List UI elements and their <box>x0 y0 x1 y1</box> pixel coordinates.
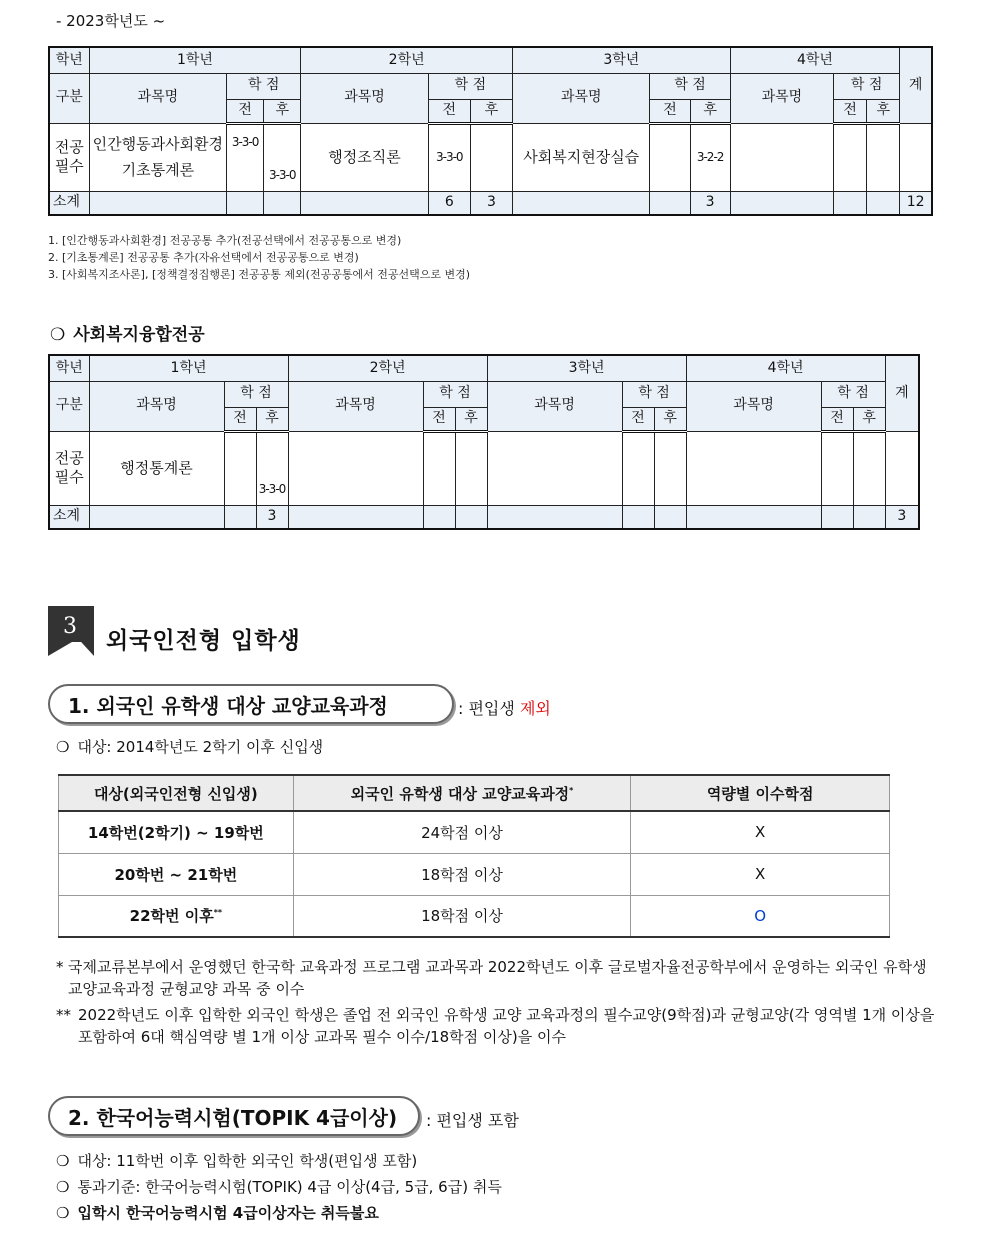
criteria-header: 역량별 이수학점 <box>631 775 890 811</box>
header-course: 과목명 <box>288 381 423 431</box>
course-name: 행정조직론 <box>301 123 428 191</box>
header-grade-2: 2학년 <box>288 355 487 381</box>
header-category: 구분 <box>49 73 89 123</box>
section-heading: 외국인전형 입학생 <box>106 628 301 654</box>
header-credit: 학 점 <box>423 381 487 407</box>
header-total: 계 <box>900 47 932 123</box>
pill-label: 2. 한국어능력시험(TOPIK 4급이상) <box>68 1105 398 1130</box>
row-category: 전공 필수 <box>49 123 89 191</box>
criteria-credits: 18학점 이상 <box>293 895 631 937</box>
bullet-line <box>56 1176 502 1197</box>
header-grade-3: 3학년 <box>513 47 731 73</box>
empty-cell <box>900 123 932 191</box>
subtotal-value: 6 <box>428 191 470 215</box>
header-second-semester: 후 <box>455 407 487 431</box>
header-course: 과목명 <box>89 381 224 431</box>
course-name: 기초통계론 <box>121 161 195 179</box>
header-first-semester: 전 <box>821 407 853 431</box>
bullet-line <box>56 1150 417 1171</box>
criteria-credits: 18학점 이상 <box>293 853 631 895</box>
footnote-2 <box>56 1004 940 1048</box>
empty-cell <box>730 123 833 191</box>
empty-cell <box>622 505 654 529</box>
credit-value: 3-3-0 <box>256 431 288 505</box>
year-line: - 2023학년도 ~ <box>56 12 166 30</box>
empty-cell <box>89 191 226 215</box>
footnote-mark: * <box>569 785 574 795</box>
header-grade-2: 2학년 <box>301 47 513 73</box>
empty-cell <box>867 123 900 191</box>
criteria-credits: 24학점 이상 <box>293 811 631 853</box>
criteria-header-text: 외국인 유학생 대상 교양교육과정 <box>350 784 570 803</box>
section-number-badge <box>48 606 94 656</box>
bullet-text: 통과기준: 한국어능력시험(TOPIK) 4급 이상(4급, 5급, 6급) 취득 <box>77 1178 502 1196</box>
bullet-circle-icon: ❍ <box>56 1152 70 1170</box>
header-total: 계 <box>885 355 919 431</box>
pill-note-1 <box>458 696 551 719</box>
empty-cell <box>654 505 686 529</box>
header-course: 과목명 <box>686 381 821 431</box>
empty-cell <box>853 431 885 505</box>
empty-cell <box>227 191 264 215</box>
credit-value: 3-2-2 <box>690 123 730 191</box>
criteria-header: 대상(외국인전형 신입생) <box>59 775 294 811</box>
note-line: 1. [인간행동과사회환경] 전공공통 추가(전공선택에서 전공공통으로 변경) <box>48 234 402 247</box>
section-title <box>50 320 205 345</box>
table-row <box>59 895 890 937</box>
header-second-semester: 후 <box>470 99 512 123</box>
y1-courses <box>89 123 226 191</box>
empty-cell <box>264 191 301 215</box>
header-credit: 학 점 <box>821 381 885 407</box>
subtotal-label: 소계 <box>49 505 89 529</box>
empty-cell <box>288 431 423 505</box>
empty-cell <box>821 505 853 529</box>
pill-note-2: : 편입생 포함 <box>426 1111 519 1130</box>
empty-cell <box>834 123 867 191</box>
section-title-text: 사회복지융합전공 <box>73 325 205 345</box>
badge-number: 3 <box>63 614 77 639</box>
empty-cell <box>224 505 256 529</box>
header-grade-4: 4학년 <box>686 355 885 381</box>
change-notes <box>48 232 470 283</box>
empty-cell <box>821 431 853 505</box>
header-course: 과목명 <box>89 73 226 123</box>
bullet-circle-icon: ❍ <box>56 1178 70 1196</box>
header-first-semester: 전 <box>650 99 690 123</box>
header-grade-1: 1학년 <box>89 47 301 73</box>
header-credit: 학 점 <box>834 73 900 99</box>
empty-cell <box>730 191 833 215</box>
course-name: 인간행동과사회환경 <box>92 135 224 153</box>
footnote-text: 2022학년도 이후 입학한 외국인 학생은 졸업 전 외국인 유학생 교양 교육과정의 필수교양(9학점)과 균형교양(각 영역별 1개 이상을 포함하여 6대 핵심역량 별 1개 이상 교과목 필수 이수/18학점 이상)을 이수 <box>78 1006 935 1046</box>
header-credit: 학 점 <box>428 73 512 99</box>
bullet-text: 대상: 11학번 이후 입학한 외국인 학생(편입생 포함) <box>77 1152 418 1170</box>
footnote-text: 국제교류본부에서 운영했던 한국학 교육과정 프로그램 교과목과 2022학년도 이후 글로벌자율전공학부에서 운영하는 외국인 유학생 교양교육과정 균형교양 과목 중 이수 <box>68 958 927 998</box>
criteria-competency: X <box>631 811 890 853</box>
empty-cell <box>834 191 867 215</box>
curriculum-table-2 <box>48 354 920 530</box>
footnote-mark: ** <box>56 1006 71 1024</box>
curriculum-table-1 <box>48 46 933 216</box>
criteria-target: 14학번(2학기) ~ 19학번 <box>59 811 294 853</box>
header-grade-1: 1학년 <box>89 355 288 381</box>
empty-cell <box>487 431 622 505</box>
footnote-mark: ** <box>213 908 223 918</box>
criteria-target: 20학번 ~ 21학번 <box>59 853 294 895</box>
row-category: 전공 필수 <box>49 431 89 505</box>
bullet-line <box>56 1202 379 1223</box>
pill-label: 1. 외국인 유학생 대상 교양교육과정 <box>68 693 388 718</box>
footnote-1 <box>56 956 940 1000</box>
subtotal-value: 3 <box>470 191 512 215</box>
criteria-competency: O <box>631 895 890 937</box>
empty-cell <box>455 431 487 505</box>
subtotal-total: 3 <box>885 505 919 529</box>
footnote-mark: * <box>56 958 64 976</box>
course-name: 사회복지현장실습 <box>513 123 650 191</box>
bullet-circle-icon: ❍ <box>50 325 66 345</box>
empty-cell <box>288 505 423 529</box>
empty-cell <box>867 191 900 215</box>
note-exclude: 제외 <box>519 699 551 718</box>
empty-cell <box>301 191 428 215</box>
header-course: 과목명 <box>301 73 428 123</box>
subtotal-value: 3 <box>256 505 288 529</box>
header-grade-3: 3학년 <box>487 355 686 381</box>
empty-cell <box>470 123 512 191</box>
course-name: 행정통계론 <box>89 431 224 505</box>
criteria-header <box>293 775 631 811</box>
empty-cell <box>224 431 256 505</box>
target-line-1 <box>56 736 323 757</box>
header-first-semester: 전 <box>423 407 455 431</box>
header-credit: 학 점 <box>622 381 686 407</box>
header-second-semester: 후 <box>256 407 288 431</box>
empty-cell <box>686 505 821 529</box>
header-first-semester: 전 <box>834 99 867 123</box>
credit-value: 3-3-0 <box>227 123 264 191</box>
header-category: 구분 <box>49 381 89 431</box>
empty-cell <box>423 505 455 529</box>
subsection-pill-1 <box>48 684 454 724</box>
note-text: : 편입생 <box>458 699 520 718</box>
header-credit: 학 점 <box>650 73 730 99</box>
header-year: 학년 <box>49 355 89 381</box>
header-second-semester: 후 <box>264 99 301 123</box>
empty-cell <box>650 191 690 215</box>
subtotal-value: 3 <box>690 191 730 215</box>
credit-value: 3-3-0 <box>264 123 301 191</box>
header-credit: 학 점 <box>224 381 288 407</box>
empty-cell <box>89 505 224 529</box>
header-second-semester: 후 <box>853 407 885 431</box>
header-first-semester: 전 <box>227 99 264 123</box>
header-first-semester: 전 <box>224 407 256 431</box>
empty-cell <box>654 431 686 505</box>
bullet-circle-icon: ❍ <box>56 738 70 756</box>
header-second-semester: 후 <box>654 407 686 431</box>
bullet-text: 입학시 한국어능력시험 4급이상자는 취득불요 <box>77 1204 379 1222</box>
header-year: 학년 <box>49 47 89 73</box>
note-line: 3. [사회복지조사론], [정책결정집행론] 전공공통 제외(전공공통에서 전공선택으로 변경) <box>48 268 471 281</box>
credit-value: 3-3-0 <box>428 123 470 191</box>
target-text: 대상: 2014학년도 2학기 이후 신입생 <box>77 738 324 756</box>
header-course: 과목명 <box>730 73 833 123</box>
table-row <box>59 853 890 895</box>
header-second-semester: 후 <box>690 99 730 123</box>
note-line: 2. [기초통계론] 전공공통 추가(자유선택에서 전공공통으로 변경) <box>48 251 359 264</box>
empty-cell <box>513 191 650 215</box>
header-course: 과목명 <box>487 381 622 431</box>
criteria-table <box>58 774 890 938</box>
empty-cell <box>455 505 487 529</box>
empty-cell <box>622 431 654 505</box>
header-credit: 학 점 <box>227 73 301 99</box>
header-grade-4: 4학년 <box>730 47 900 73</box>
header-first-semester: 전 <box>622 407 654 431</box>
bullet-circle-icon: ❍ <box>56 1204 70 1222</box>
empty-cell <box>686 431 821 505</box>
criteria-target <box>59 895 294 937</box>
subtotal-label: 소계 <box>49 191 89 215</box>
criteria-target-text: 22학번 이후 <box>129 907 214 926</box>
empty-cell <box>853 505 885 529</box>
header-course: 과목명 <box>513 73 650 123</box>
criteria-competency: X <box>631 853 890 895</box>
table-row <box>59 811 890 853</box>
empty-cell <box>650 123 690 191</box>
empty-cell <box>885 431 919 505</box>
subsection-pill-2 <box>48 1096 420 1136</box>
subtotal-total: 12 <box>900 191 932 215</box>
empty-cell <box>487 505 622 529</box>
empty-cell <box>423 431 455 505</box>
header-first-semester: 전 <box>428 99 470 123</box>
header-second-semester: 후 <box>867 99 900 123</box>
